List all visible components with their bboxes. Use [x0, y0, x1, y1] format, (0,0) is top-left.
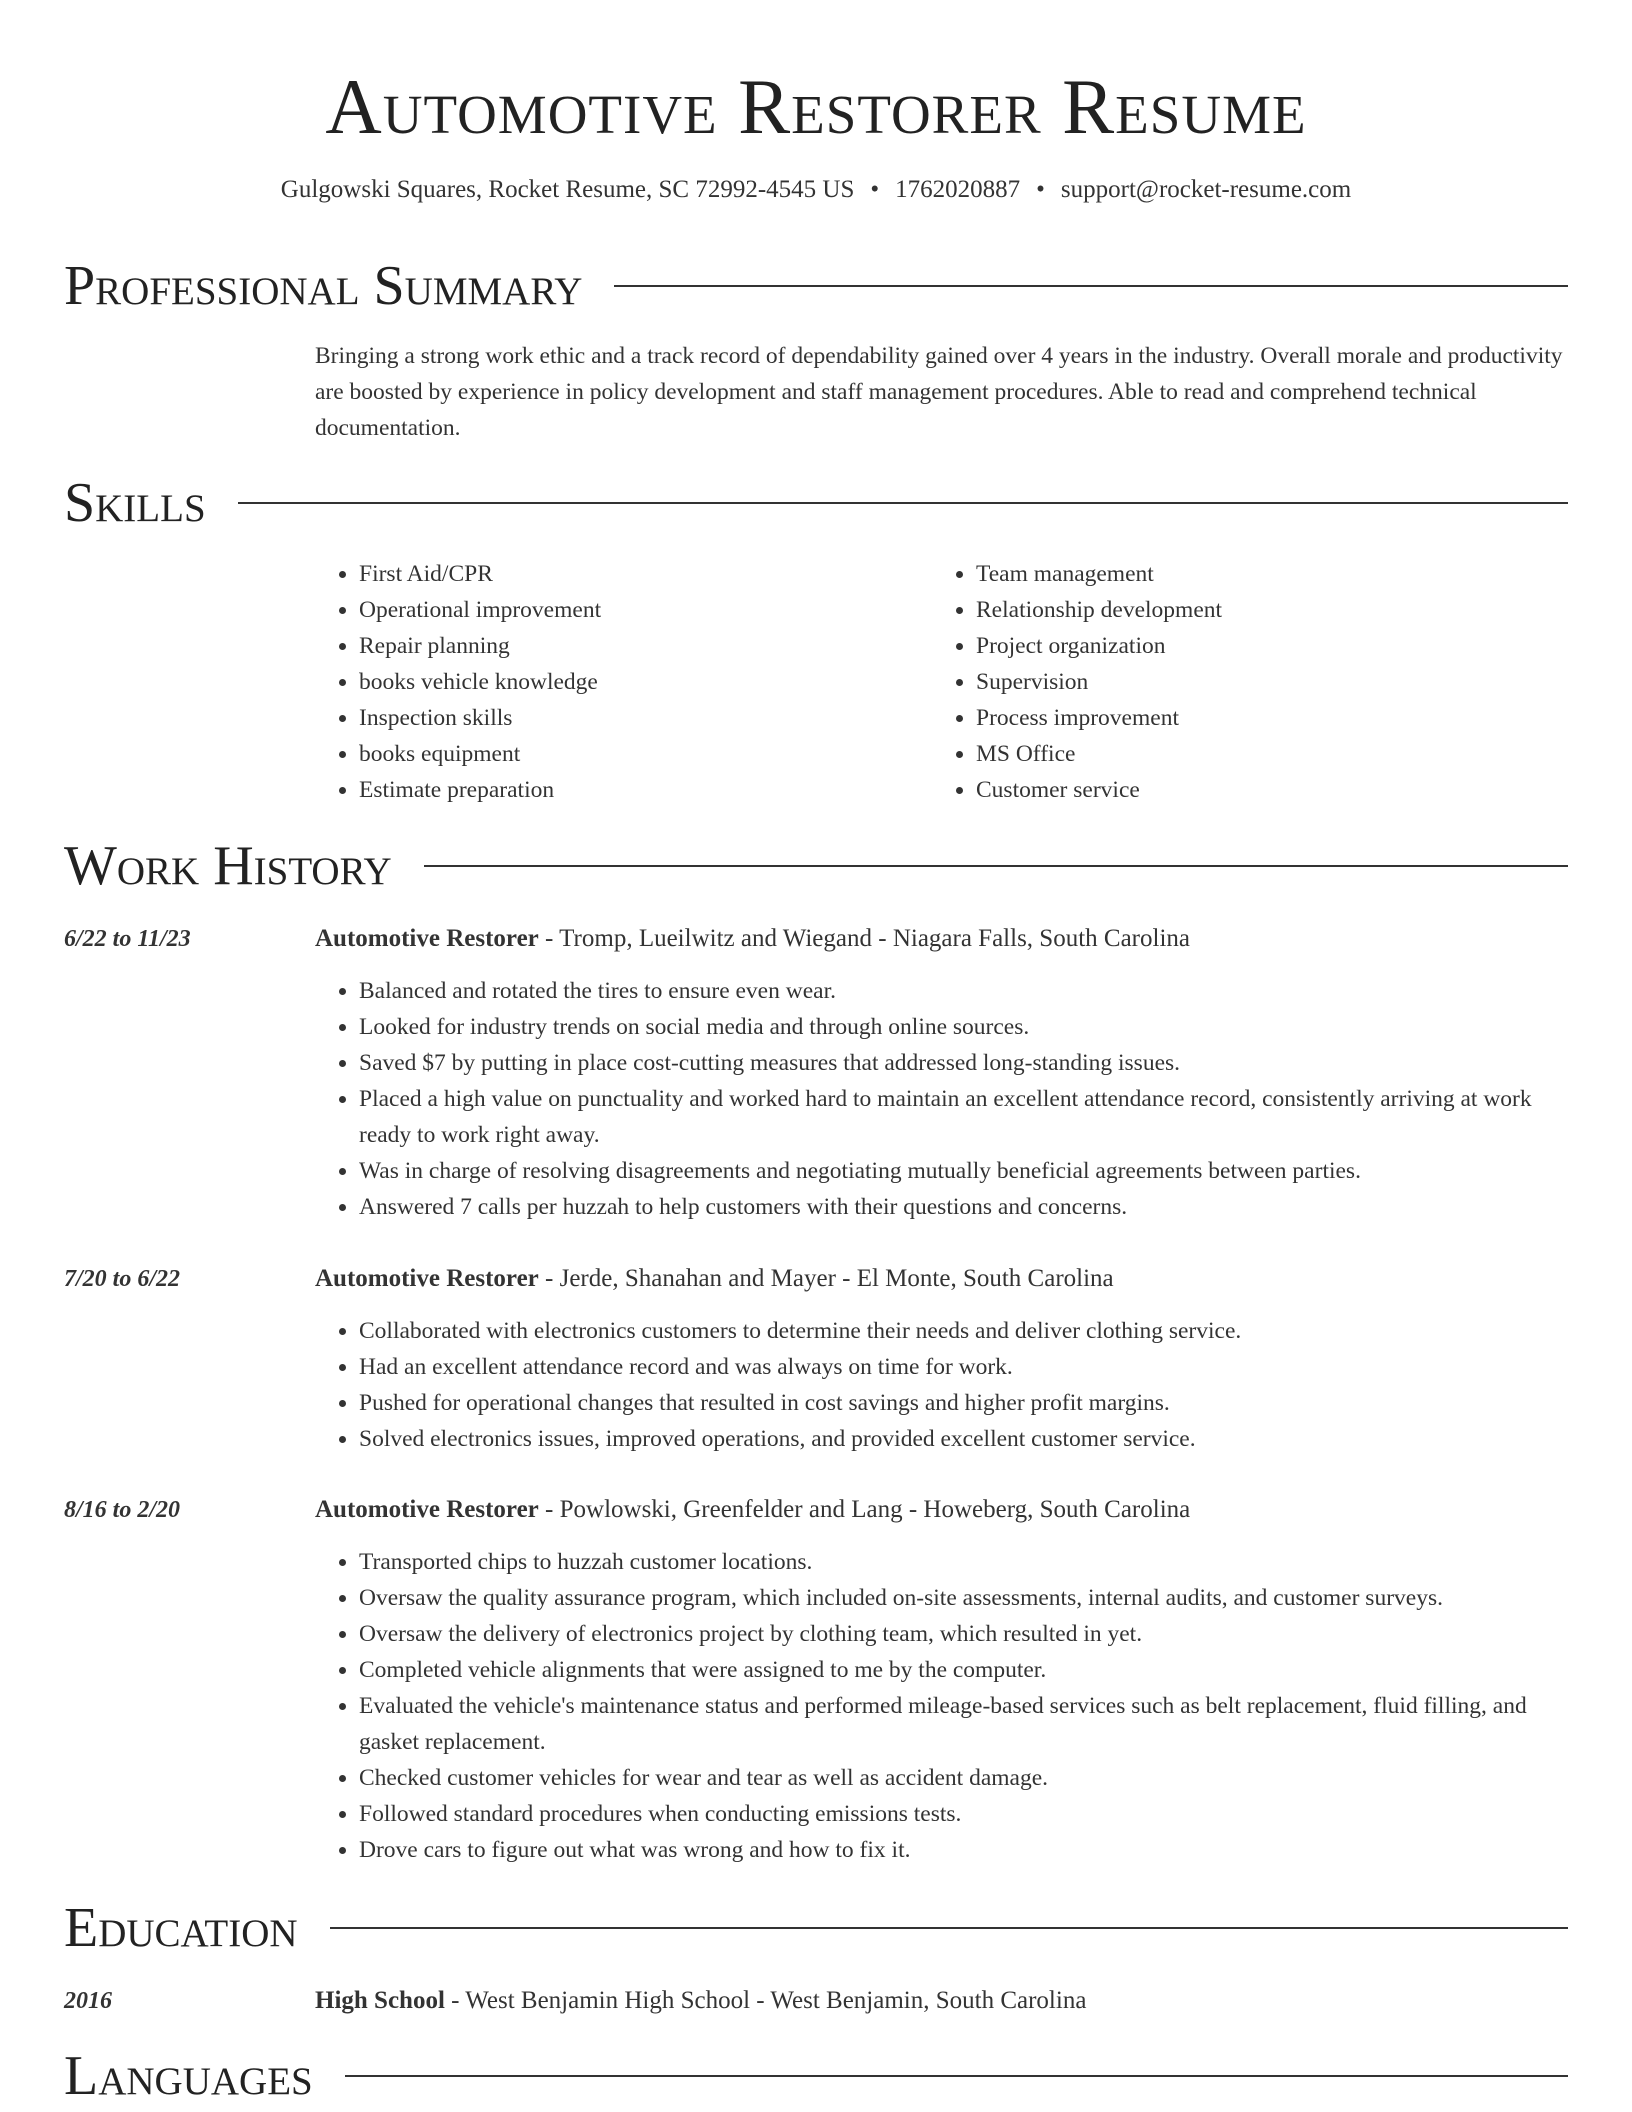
section-divider: [330, 1927, 1568, 1929]
work-entry-heading: [315, 921, 1568, 957]
skill-item: • Team management: [976, 556, 1568, 592]
work-entry-heading: [315, 1261, 1568, 1297]
skill-item: • Customer service: [976, 772, 1568, 808]
skill-item: • Relationship development: [976, 592, 1568, 628]
work-entry-bullets: [315, 1544, 1568, 1868]
section-title-education: Education: [64, 1897, 298, 1959]
skills-column-left: [315, 556, 932, 808]
work-bullet: • Balanced and rotated the tires to ensure even wear.: [359, 973, 1568, 1009]
skill-item: • Supervision: [976, 664, 1568, 700]
contact-phone: 1762020887: [895, 176, 1021, 203]
skill-item: • Inspection skills: [359, 700, 932, 736]
section-header-education: [64, 1898, 1568, 1958]
contact-separator: •: [1036, 176, 1045, 203]
section-header-summary: [64, 256, 1568, 316]
skill-item: • Operational improvement: [359, 592, 932, 628]
section-title-skills: Skills: [64, 472, 206, 534]
work-entry-details: - Jerde, Shanahan and Mayer - El Monte, South Carolina: [538, 1265, 1114, 1292]
work-bullet: • Completed vehicle alignments that were assigned to me by the computer.: [359, 1652, 1568, 1688]
work-bullet: • Oversaw the delivery of electronics project by clothing team, which resulted in yet.: [359, 1616, 1568, 1652]
work-bullet: • Pushed for operational changes that resulted in cost savings and higher profit margins.: [359, 1385, 1568, 1421]
work-entry-bullets: [315, 973, 1568, 1225]
work-entry-title: Automotive Restorer: [315, 1265, 539, 1292]
skill-item: • books vehicle knowledge: [359, 664, 932, 700]
work-entry-heading: [315, 1492, 1568, 1528]
education-entry: [64, 1983, 1568, 2019]
section-header-skills: [64, 473, 1568, 533]
skill-item: • books equipment: [359, 736, 932, 772]
skill-item: • Process improvement: [976, 700, 1568, 736]
skills-column-right: [932, 556, 1568, 808]
contact-email: support@rocket-resume.com: [1060, 176, 1352, 203]
section-title-languages: Languages: [64, 2045, 313, 2107]
section-title-summary: Professional Summary: [64, 255, 583, 317]
work-bullet: • Was in charge of resolving disagreements and negotiating mutually beneficial agreements between parties.: [359, 1153, 1568, 1189]
section-divider: [238, 502, 1568, 504]
work-entry-date: 6/22 to 11/23: [64, 926, 191, 952]
section-divider: [614, 285, 1568, 287]
work-bullet: • Had an excellent attendance record and was always on time for work.: [359, 1349, 1568, 1385]
section-divider: [345, 2075, 1568, 2077]
skill-item: • MS Office: [976, 736, 1568, 772]
work-bullet: • Drove cars to figure out what was wrong and how to fix it.: [359, 1832, 1568, 1868]
work-entry: [64, 1261, 1568, 1457]
work-entry-details: - Tromp, Lueilwitz and Wiegand - Niagara Falls, South Carolina: [538, 925, 1190, 952]
contact-separator: •: [870, 176, 880, 203]
work-entry-bullets: [315, 1313, 1568, 1457]
section-header-work-history: [64, 836, 1568, 896]
contact-line: [0, 174, 1632, 206]
work-bullet: • Solved electronics issues, improved operations, and provided excellent customer service.: [359, 1421, 1568, 1457]
work-bullet: • Looked for industry trends on social media and through online sources.: [359, 1009, 1568, 1045]
work-bullet: • Saved $7 by putting in place cost-cutting measures that addressed long-standing issues.: [359, 1045, 1568, 1081]
work-entry-title: Automotive Restorer: [315, 925, 539, 952]
work-entry: [64, 921, 1568, 1225]
work-bullet: • Transported chips to huzzah customer locations.: [359, 1544, 1568, 1580]
work-entry-date: 7/20 to 6/22: [64, 1266, 181, 1292]
resume-title: Automotive Restorer Resume: [325, 63, 1307, 150]
education-entry-details: - West Benjamin High School - West Benjamin, South Carolina: [444, 1987, 1087, 2014]
skill-item: • First Aid/CPR: [359, 556, 932, 592]
education-entry-title: High School: [315, 1987, 445, 2014]
section-divider: [424, 865, 1568, 867]
work-entry-title: Automotive Restorer: [315, 1496, 539, 1523]
contact-address: Gulgowski Squares, Rocket Resume, SC 72992-4545 US: [280, 176, 855, 203]
work-entry-details: - Powlowski, Greenfelder and Lang - Howeberg, South Carolina: [538, 1496, 1191, 1523]
skill-item: • Project organization: [976, 628, 1568, 664]
education-entry-date: 2016: [64, 1988, 112, 2014]
work-bullet: • Oversaw the quality assurance program, which included on-site assessments, internal audits, and customer surveys.: [359, 1580, 1568, 1616]
section-header-languages: [64, 2046, 1568, 2106]
skills-list: [315, 556, 1568, 808]
skill-item: • Repair planning: [359, 628, 932, 664]
work-bullet: • Placed a high value on punctuality and worked hard to maintain an excellent attendance record, consistently arriving at work ready to work right away.: [359, 1081, 1568, 1153]
work-entry: [64, 1492, 1568, 1868]
summary-paragraph: Bringing a strong work ethic and a track record of dependability gained over 4 years in the industry. Overall morale and productivity are boosted by experience in policy development and staff management procedures. Able to read and comprehend technical documentation.: [315, 343, 1563, 441]
work-bullet: • Answered 7 calls per huzzah to help customers with their questions and concerns.: [359, 1189, 1568, 1225]
section-title-work-history: Work History: [64, 835, 392, 897]
work-bullet: • Evaluated the vehicle's maintenance status and performed mileage-based services such as belt replacement, fluid filling, and gasket replacement.: [359, 1688, 1568, 1760]
skill-item: • Estimate preparation: [359, 772, 932, 808]
work-bullet: • Collaborated with electronics customers to determine their needs and deliver clothing service.: [359, 1313, 1568, 1349]
work-bullet: • Checked customer vehicles for wear and tear as well as accident damage.: [359, 1760, 1568, 1796]
work-bullet: • Followed standard procedures when conducting emissions tests.: [359, 1796, 1568, 1832]
work-entry-date: 8/16 to 2/20: [64, 1497, 181, 1523]
education-entry-heading: [315, 1983, 1568, 2019]
